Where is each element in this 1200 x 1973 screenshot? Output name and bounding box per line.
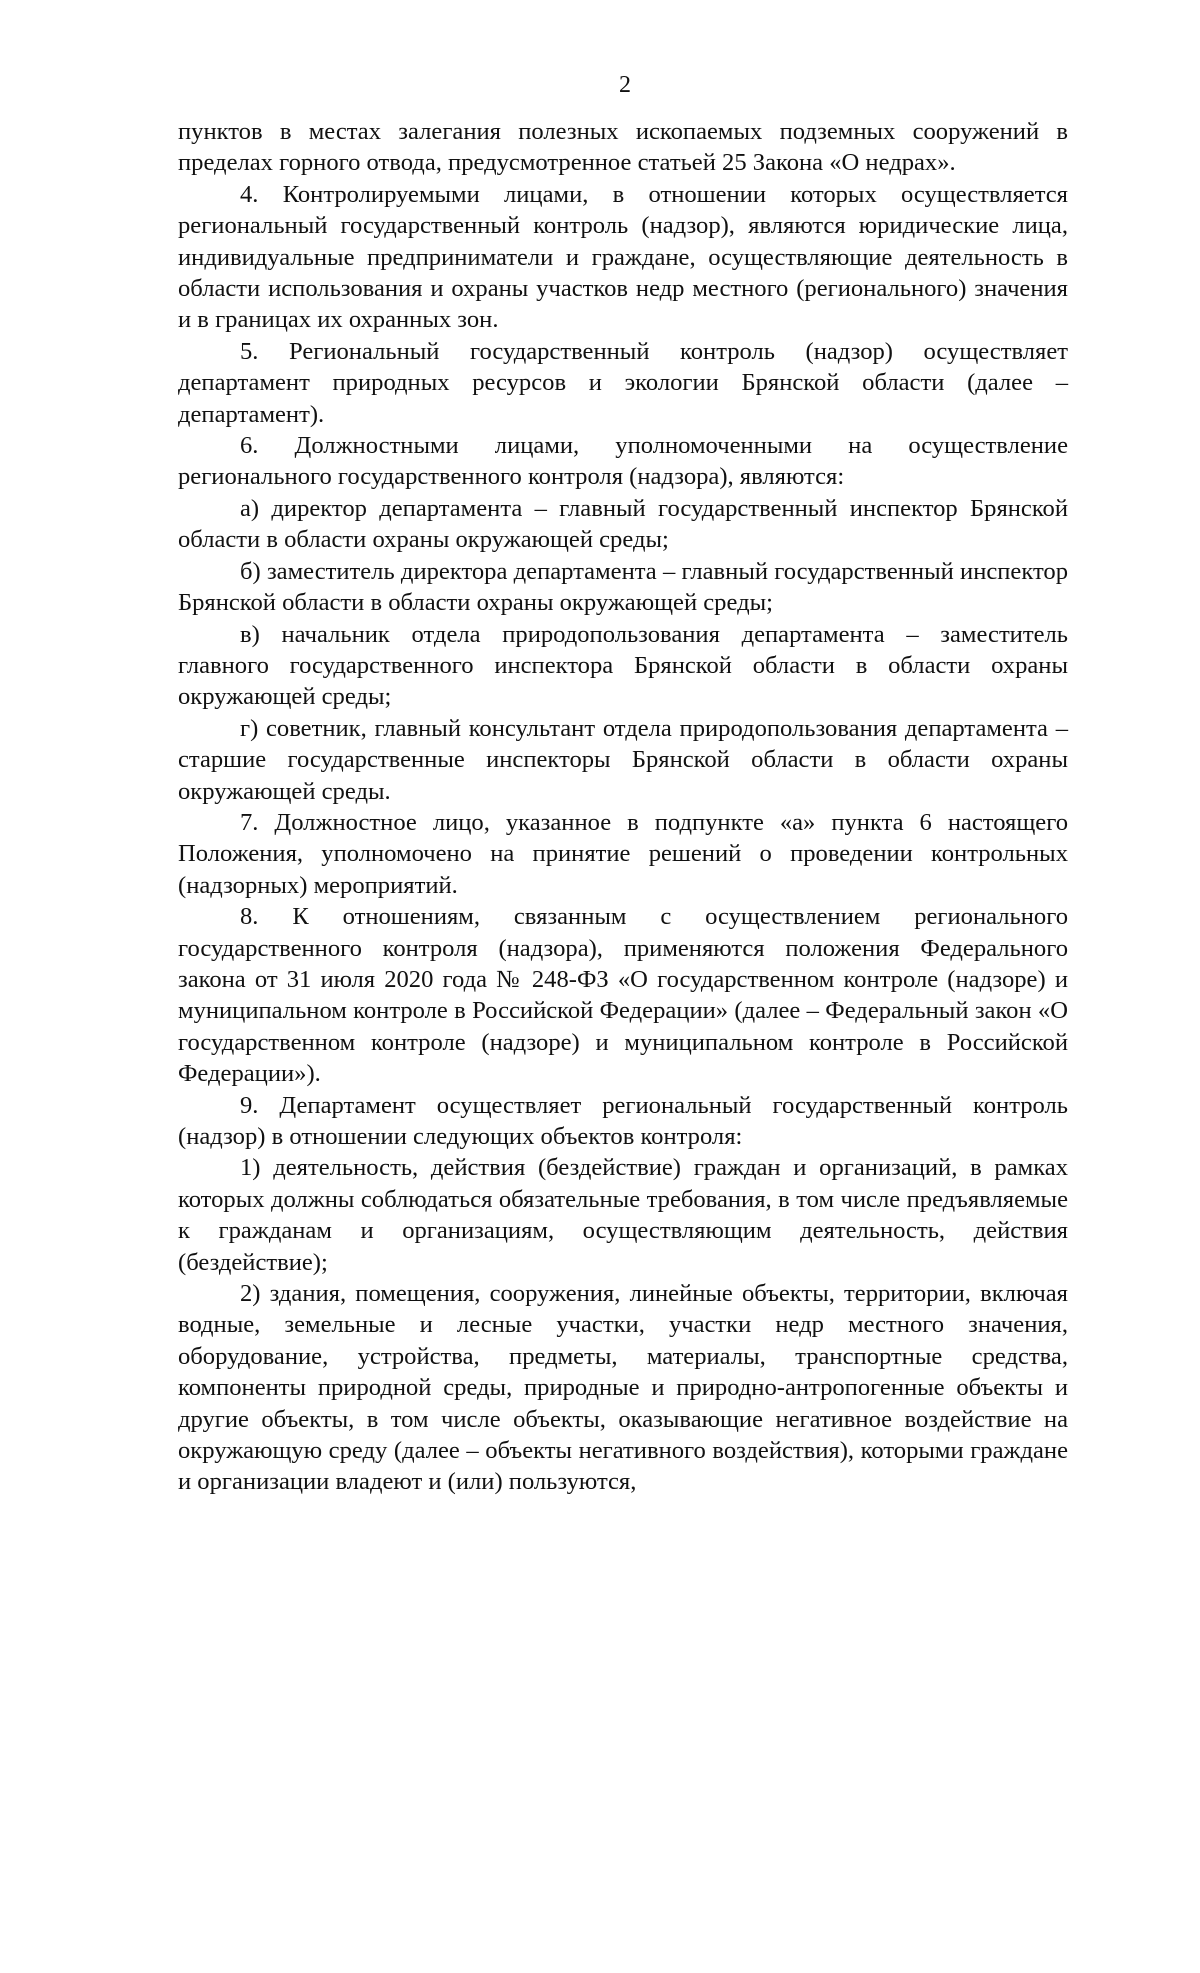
paragraph-item-6: 6. Должностными лицами, уполномоченными на осуществление регионального государственного контроля (надзора), являются: <box>178 432 1068 491</box>
document-body <box>178 116 1068 1498</box>
paragraph-continuation: пунктов в местах залегания полезных ископаемых подземных сооружений в пределах горного отвода, предусмотренное статьей 25 Закона «О недрах». <box>178 118 1068 177</box>
paragraph-item-6g: г) советник, главный консультант отдела природопользования департамента – старшие государственные инспекторы Брянской области в области охраны окружающей среды. <box>178 714 1068 805</box>
page-number: 2 <box>619 72 631 98</box>
paragraph-item-4: 4. Контролируемыми лицами, в отношении которых осуществляется региональный государственный контроль (надзор), являются юридические лица, индивидуальные предприниматели и граждане, осуществляющие деятельность в области использования и охраны участков недр местного (регионального) значения и в границах их охранных зон. <box>178 180 1068 334</box>
paragraph-item-9-1: 1) деятельность, действия (бездействие) граждан и организаций, в рамках которых должны соблюдаться обязательные требования, в том числе предъявляемые к гражданам и организациям, осуществляющим деятельность, действия (бездействие); <box>178 1154 1068 1276</box>
paragraph-item-9: 9. Департамент осуществляет региональный государственный контроль (надзор) в отношении следующих объектов контроля: <box>178 1091 1068 1150</box>
paragraph-item-5: 5. Региональный государственный контроль (надзор) осуществляет департамент природных ресурсов и экологии Брянской области (далее – департамент). <box>178 337 1068 428</box>
paragraph-item-6v: в) начальник отдела природопользования департамента – заместитель главного государственного инспектора Брянской области в области охраны окружающей среды; <box>178 620 1068 711</box>
paragraph-item-8: 8. К отношениям, связанным с осуществлением регионального государственного контроля (надзора), применяются положения Федерального закона от 31 июля 2020 года № 248-ФЗ «О государственном контроле (надзоре) и муниципальном контроле в Российской Федерации» (далее – Федеральный закон «О государственном контроле (надзоре) и муниципальном контроле в Российской Федерации»). <box>178 903 1068 1088</box>
paragraph-item-6b: б) заместитель директора департамента – главный государственный инспектор Брянской области в области охраны окружающей среды; <box>178 557 1068 617</box>
paragraph-item-6a: а) директор департамента – главный государственный инспектор Брянской области в области охраны окружающей среды; <box>178 494 1068 554</box>
paragraph-item-7: 7. Должностное лицо, указанное в подпункте «а» пункта 6 настоящего Положения, уполномочено на принятие решений о проведении контрольных (надзорных) мероприятий. <box>178 808 1068 899</box>
paragraph-item-9-2: 2) здания, помещения, сооружения, линейные объекты, территории, включая водные, земельные и лесные участки, участки недр местного значения, оборудование, устройства, предметы, материалы, транспортные средства, компоненты природной среды, природные и природно-антропогенные объекты и другие объекты, в том числе объекты, оказывающие негативное воздействие на окружающую среду (далее – объекты негативного воздействия), которыми граждане и организации владеют и (или) пользуются, <box>178 1280 1068 1496</box>
